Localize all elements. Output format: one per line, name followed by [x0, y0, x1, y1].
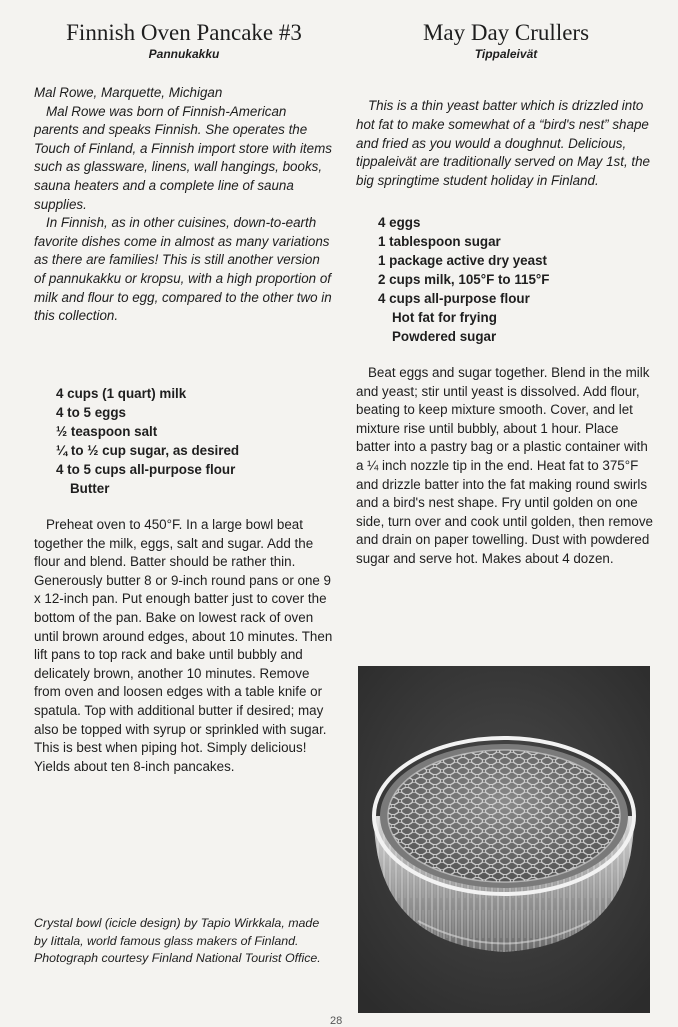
ingredient-item: 2 cups milk, 105°F to 115°F	[378, 272, 550, 287]
ingredient-item: 4 cups all-purpose flour	[378, 291, 530, 306]
photo-caption: Crystal bowl (icicle design) by Tapio Wirkkala, made by Iittala, world famous glass makers of Finland. Photograph courtesy Finland National Tourist Office.	[34, 916, 321, 966]
ingredient-item: 4 to 5 cups all-purpose flour	[56, 462, 236, 477]
ingredient-item: 4 eggs	[378, 215, 421, 230]
left-recipe-title: Finnish Oven Pancake #3	[66, 20, 302, 45]
right-recipe-title: May Day Crullers	[422, 20, 590, 45]
ingredient-item: Powdered sugar	[392, 329, 497, 344]
ingredient-item: Butter	[70, 481, 110, 496]
crystal-bowl-photo	[358, 666, 650, 1013]
page-number: 28	[330, 1015, 343, 1027]
left-recipe-subtitle: Pannukakku	[148, 47, 220, 61]
intro-paragraph-1: Mal Rowe was born of Finnish-American parents and speaks Finnish. She operates the Touch of Finland, a Finnish import store with items such as glassware, linens, wall hangings, books, sauna heaters and a complete line of sauna supplies.	[34, 103, 332, 212]
ingredient-item: 1 package active dry yeast	[378, 253, 547, 268]
right-recipe-subtitle: Tippaleivät	[474, 47, 538, 61]
crystal-bowl-illustration	[358, 666, 650, 1013]
left-ingredient-list	[56, 384, 334, 498]
right-recipe-method: Beat eggs and sugar together. Blend in the milk and yeast; stir until yeast is dissolved. Add flour, beating to keep mixture smooth. Cover, and let mixture rise until bubbly, about 1 hour. Place batter into a pastry bag or a plastic container with a ¼ inch nozzle tip in the end. Heat fat to 375°F and drizzle batter into the fat making round swirls and a bird's nest shape. Fry until golden on one side, turn over and cook until golden, then remove and drain on paper towelling. Dust with powdered sugar and serve hot. Makes about 4 dozen.	[356, 365, 654, 566]
right-ingredient-list	[378, 213, 656, 346]
left-recipe-method: Preheat oven to 450°F. In a large bowl beat together the milk, eggs, salt and sugar. Add the flour and blend. Batter should be rather thin. Generously butter 8 or 9-inch round pans or one 9 x 12-inch pan. Put enough batter just to cover the bottom of the pan. Bake on lowest rack of oven until brown around edges, about 10 minutes. Then lift pans to top rack and bake until bubbly and delicately brown, another 10 minutes. Remove from oven and loosen edges with a table knife or spatula. Top with additional butter if desired; may also be topped with syrup or sprinkled with sugar. This is best when piping hot. Simply delicious! Yields about ten 8-inch pancakes.	[34, 517, 333, 774]
right-recipe-intro: This is a thin yeast batter which is drizzled into hot fat to make somewhat of a “bird's nest” shape and fried as you would a doughnut. Delicious, tippaleivät are traditionally served on May 1st, the big springtime student holiday in Finland.	[356, 98, 651, 188]
ingredient-item: 4 to 5 eggs	[56, 405, 126, 420]
ingredient-item: ½ teaspoon salt	[56, 424, 158, 439]
left-recipe-column	[34, 0, 334, 1024]
ingredient-item: 1 tablespoon sugar	[378, 234, 501, 249]
ingredient-item: ¼ to ½ cup sugar, as desired	[56, 443, 240, 458]
left-recipe-intro	[34, 84, 334, 326]
ingredient-item: 4 cups (1 quart) milk	[56, 386, 187, 401]
intro-paragraph-2: In Finnish, as in other cuisines, down-to-earth favorite dishes come in almost as many variations as there are families! This is still another version of pannukakku or kropsu, with a high proportion of milk and flour to egg, compared to the other two in this collection.	[34, 215, 332, 324]
recipe-byline: Mal Rowe, Marquette, Michigan	[34, 85, 223, 100]
ingredient-item: Hot fat for frying	[392, 310, 497, 325]
